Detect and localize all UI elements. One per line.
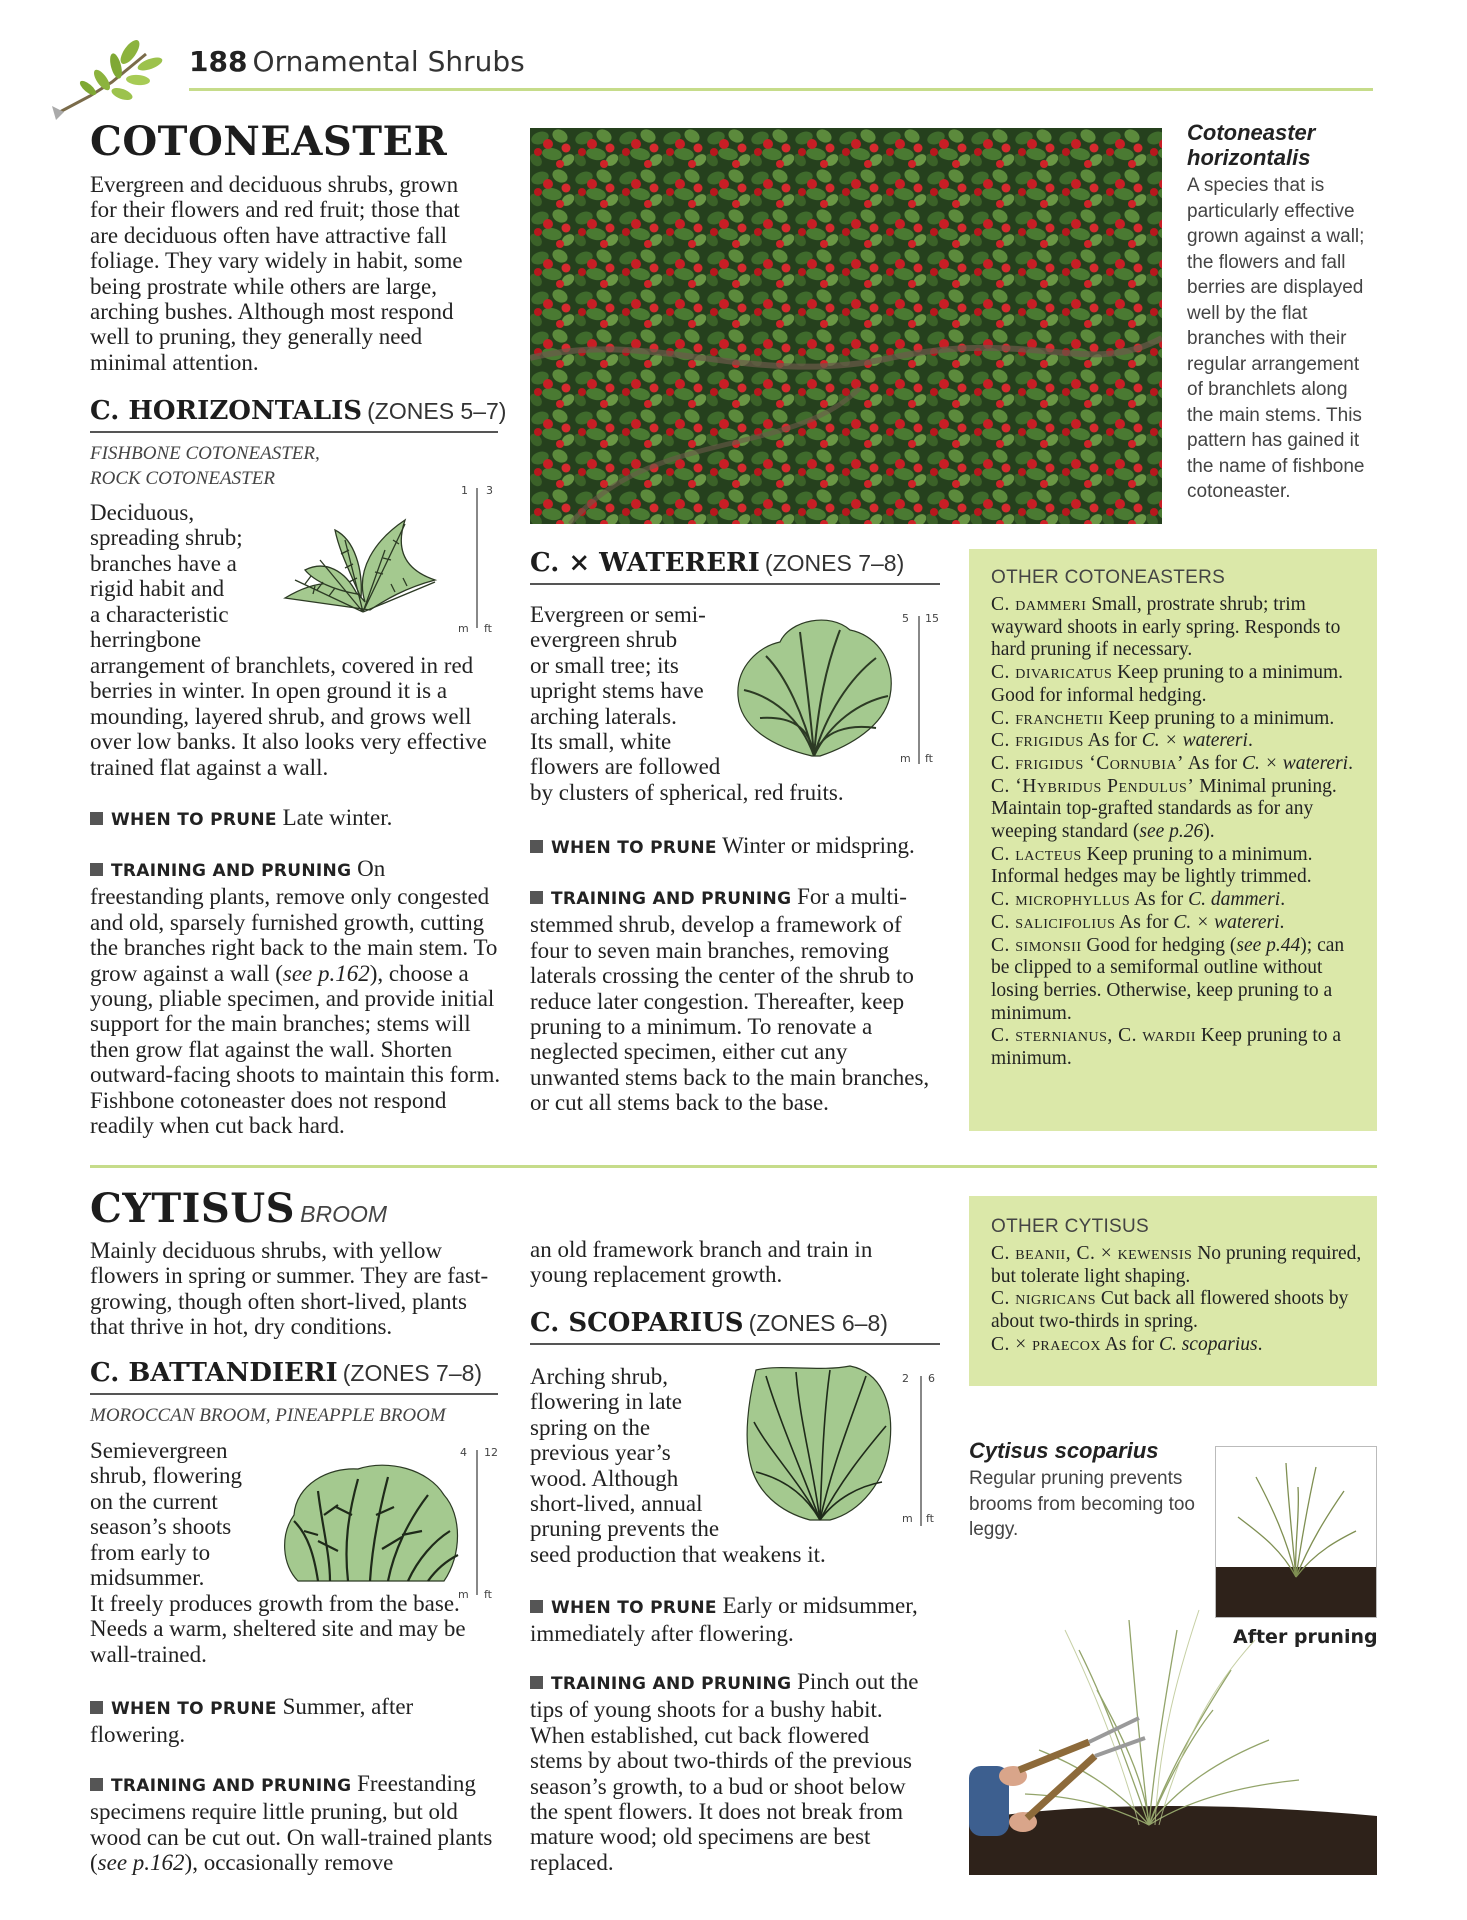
when-text: Late winter. [282,805,393,830]
watereri-name: C. × WATERERI [530,548,760,578]
horizontalis-desc-lines [90,500,243,652]
desc-line: midsummer. [90,1565,205,1591]
desc-line: rigid habit and [90,576,225,602]
bullet-square [90,812,103,825]
horizontalis-desc-rest: arrangement of branchlets, covered in red berries in winter. In open ground it is a mounding, layered shrub, and grows well over low banks. It also looks very effective trained flat against a wall. [90,653,487,780]
battandieri-training [90,1771,495,1876]
panel-entry: C. frigidus ‘Cornubia’ As for C. × watereri. [991,752,1353,774]
watereri-rule [530,583,940,585]
battandieri-when [90,1694,470,1748]
watereri-training [530,884,935,1116]
battandieri-scale-m-unit: m [458,1588,469,1601]
battandieri-scale-m-value: 4 [460,1446,467,1459]
panel-entry: C. simonsii Good for hedging (see p.44); can be clipped to a semiformal outline without losing berries. Otherwise, keep pruning to a minimum. [991,934,1345,1024]
desc-line: Its small, white [530,729,672,755]
bullet-square [530,1600,543,1613]
header-rule [189,88,1373,91]
cytisus-photo-caption-title: Cytisus scoparius [969,1438,1159,1463]
desc-line: evergreen shrub [530,627,678,653]
training-text-1: Freestanding specimens require little pruning, but old wood can be cut out. On wall-trained plants ( [90,1771,493,1876]
horizontalis-scale-m-unit: m [458,622,469,635]
battandieri-scale-bar [476,1450,478,1595]
bullet-square [90,1701,103,1714]
scoparius-zones: (ZONES 6–8) [748,1310,888,1336]
desc-line: Arching shrub, [530,1364,668,1389]
training-label: TRAINING AND PRUNING [111,1776,352,1796]
watereri-scale-ft-value: 15 [925,612,939,625]
see-page-ref: see p.162 [97,1850,185,1876]
horizontalis-when [90,805,500,833]
desc-line: flowers are followed [530,754,721,780]
battandieri-training-continued: an old framework branch and train in young replacement growth. [530,1237,873,1288]
other-cytisus-panel [969,1196,1377,1386]
when-label: WHEN TO PRUNE [111,1699,277,1719]
section-divider [90,1165,1377,1168]
scoparius-desc-lines [530,1364,719,1542]
horizontalis-illustration [275,510,445,620]
horizontalis-training [90,856,502,1138]
scoparius-scale-m-unit: m [902,1512,913,1525]
when-text: Early or midsummer, immediately after flowering. [530,1593,918,1647]
horizontalis-name: C. HORIZONTALIS [90,396,363,426]
training-text-2: ), choose a young, pliable specimen, and provide initial support for the main branches; stems will then grow flat against the wall. Shorten outward-facing shoots to maintain this form. Fishbone cotoneaster does not respond readily when cut back hard. [90,960,501,1139]
bullet-square [530,891,543,904]
battandieri-name: C. BATTANDIERI [90,1358,338,1388]
header-sprig-icon [50,36,170,122]
panel-title: OTHER CYTISUS [991,1216,1150,1237]
scoparius-scale-ft-value: 6 [928,1372,935,1385]
cytisus-intro: Mainly deciduous shrubs, with yellow flowers in spring or summer. They are fast-growing, though often short-lived, plants that thrive in hot, dry conditions. [90,1238,489,1340]
watereri-heading [530,548,904,578]
battandieri-illustration [278,1455,464,1585]
desc-line: arching laterals. [530,703,677,729]
battandieri-heading [90,1358,482,1388]
desc-line: short-lived, annual [530,1491,703,1517]
training-text-1: On freestanding plants, remove only congested and old, sparsely furnished growth, cutting the branches right back to the main stem. To grow against a wall ( [90,856,498,986]
desc-line: shrub, flowering [90,1463,243,1489]
scoparius-name: C. SCOPARIUS [530,1308,744,1338]
common-name: FISHBONE COTONEASTER, [90,443,320,464]
watereri-scale-ft-unit: ft [925,752,933,765]
horizontalis-scale-bar [476,488,478,628]
cytisus-title: CYTISUS [90,1185,296,1232]
desc-line: season’s shoots [90,1514,232,1540]
battandieri-desc-lines [90,1438,242,1590]
training-text-2: ), occasionally remove [184,1850,394,1876]
bullet-square [90,863,103,876]
watereri-illustration [730,606,900,758]
see-page-ref: see p.162 [282,960,370,986]
desc-line: wood. Although [530,1465,679,1491]
bullet-square [90,1778,103,1791]
when-label: WHEN TO PRUNE [551,838,717,858]
scoparius-training [530,1669,922,1875]
when-text: Winter or midspring. [722,833,915,858]
training-label: TRAINING AND PRUNING [551,1674,792,1694]
desc-line: herringbone [90,627,202,653]
training-label: TRAINING AND PRUNING [551,889,792,909]
watereri-scale-m-unit: m [900,752,911,765]
desc-line: spreading shrub; [90,525,243,551]
battandieri-desc-rest: It freely produces growth from the base. Needs a warm, sheltered site and may be wall-trained. [90,1591,466,1667]
panel-entry: C. ‘Hybridus Pendulus’ Minimal pruning. Maintain top-grafted standards as for any weeping standard (see p.26). [991,775,1337,843]
panel-entry: C. divaricatus Keep pruning to a minimum. Good for informal hedging. [991,662,1344,706]
battandieri-rule [90,1393,498,1395]
scoparius-scale-m-value: 2 [902,1372,909,1385]
watereri-scale-bar [918,616,920,764]
horizontalis-scale-m-value: 1 [461,484,468,497]
scoparius-scale-bar [920,1376,922,1526]
scoparius-scale-ft-unit: ft [926,1512,934,1525]
cotoneaster-photo [530,128,1162,524]
page-number: 188 [189,45,248,78]
desc-line: Deciduous, [90,500,195,525]
scoparius-heading [530,1308,888,1338]
panel-entry: C. × praecox As for C. scoparius. [991,1333,1263,1355]
training-label: TRAINING AND PRUNING [111,861,352,881]
horizontalis-scale-ft-unit: ft [484,622,492,635]
after-pruning-label: After pruning [1233,1626,1378,1648]
scoparius-when [530,1593,940,1647]
page-header [189,45,525,78]
cotoneaster-title: COTONEASTER [90,118,448,165]
panel-entry: C. franchetii Keep pruning to a minimum. [991,707,1335,729]
panel-entry: C. dammeri Small, prostrate shrub; trim wayward shoots in early spring. Responds to hard pruning if necessary. [991,594,1341,661]
battandieri-common-names: MOROCCAN BROOM, PINEAPPLE BROOM [90,1405,446,1426]
horizontalis-rule [90,431,498,433]
desc-line: pruning prevents the [530,1516,720,1542]
panel-entry: C. microphyllus As for C. dammeri. [991,889,1286,911]
training-text: Pinch out the tips of young shoots for a bushy habit. When established, cut back flowered stems by about two-thirds of the previous season’s growth, to a bud or shoot below the spent flowers. It does not break from mature wood; old specimens are best replaced. [530,1669,919,1875]
bullet-square [530,1676,543,1689]
pruning-photo [969,1590,1377,1875]
desc-line: upright stems have [530,678,704,704]
desc-line: flowering in late [530,1389,683,1415]
cotoneaster-photo-caption-text: A species that is particularly effective grown against a wall; the flowers and fall berries are displayed well by the flat branches with their regular arrangement of branchlets along the main stems. This pattern has gained it the name of fishbone cotoneaster. [1187,175,1365,502]
cotoneaster-intro: Evergreen and deciduous shrubs, grown for their flowers and red fruit; those that are deciduous often have attractive fall foliage. They vary widely in habit, some being prostrate while others are large, arching bushes. Although most respond well to pruning, they generally need minimal attention. [90,172,463,375]
horizontalis-heading [90,396,506,426]
bullet-square [530,840,543,853]
when-label: WHEN TO PRUNE [551,1598,717,1618]
cotoneaster-photo-caption-title: Cotoneaster horizontalis [1187,120,1316,170]
watereri-desc-rest: by clusters of spherical, red fruits. [530,780,844,805]
desc-line: Semievergreen [90,1438,228,1463]
horizontalis-scale-ft-value: 3 [486,484,493,497]
watereri-zones: (ZONES 7–8) [764,550,905,576]
desc-line: or small tree; its [530,652,679,678]
panel-entries [991,1243,1363,1357]
training-text: For a multi-stemmed shrub, develop a framework of four to seven main branches, removing laterals crossing the center of the shrub to reduce later congestion. Thereafter, keep pruning to a minimum. To renovate a neglected specimen, either cut any unwanted stems back to the main branches, or cut all stems back to the base. [530,884,930,1116]
watereri-desc-lines [530,602,720,780]
battandieri-scale-ft-unit: ft [484,1588,492,1601]
desc-line: from early to [90,1539,211,1565]
scoparius-rule [530,1343,940,1345]
horizontalis-zones: (ZONES 5–7) [367,398,507,424]
horizontalis-common-names [90,441,320,491]
panel-entry: C. frigidus As for C. × watereri. [991,730,1253,752]
panel-entry: C. nigricans Cut back all flowered shoots by about two-thirds in spring. [991,1288,1349,1333]
cytisus-common-name: BROOM [300,1201,388,1227]
cytisus-heading [90,1185,387,1232]
panel-entry: C. beanii, C. × kewensis No pruning required, but tolerate light shaping. [991,1243,1362,1287]
cytisus-photo-caption-text: Regular pruning prevents brooms from becoming too leggy. [969,1468,1195,1540]
desc-line: a characteristic [90,601,229,627]
panel-title: OTHER COTONEASTERS [991,567,1226,588]
battandieri-zones: (ZONES 7–8) [342,1360,483,1386]
watereri-when [530,833,940,861]
panel-entry: C. sternianus, C. wardii Keep pruning to a minimum. [991,1025,1342,1070]
scoparius-desc-rest: seed production that weakens it. [530,1542,826,1567]
panel-entry: C. lacteus Keep pruning to a minimum. Informal hedges may be lightly trimmed. [991,843,1313,888]
panel-entries [991,594,1363,1071]
section-title: Ornamental Shrubs [252,45,525,78]
panel-entry: C. salicifolius As for C. × watereri. [991,911,1285,933]
desc-line: spring on the [530,1414,651,1440]
battandieri-scale-ft-value: 12 [484,1446,498,1459]
desc-line: branches have a [90,550,237,576]
other-cotoneasters-panel [969,549,1377,1131]
scoparius-illustration [740,1362,900,1522]
desc-line: on the current [90,1488,218,1514]
watereri-scale-m-value: 5 [902,612,909,625]
when-label: WHEN TO PRUNE [111,810,277,830]
common-name: ROCK COTONEASTER [90,468,275,489]
desc-line: previous year’s [530,1440,671,1466]
when-text: Summer, after flowering. [90,1694,414,1748]
desc-line: Evergreen or semi- [530,602,706,627]
